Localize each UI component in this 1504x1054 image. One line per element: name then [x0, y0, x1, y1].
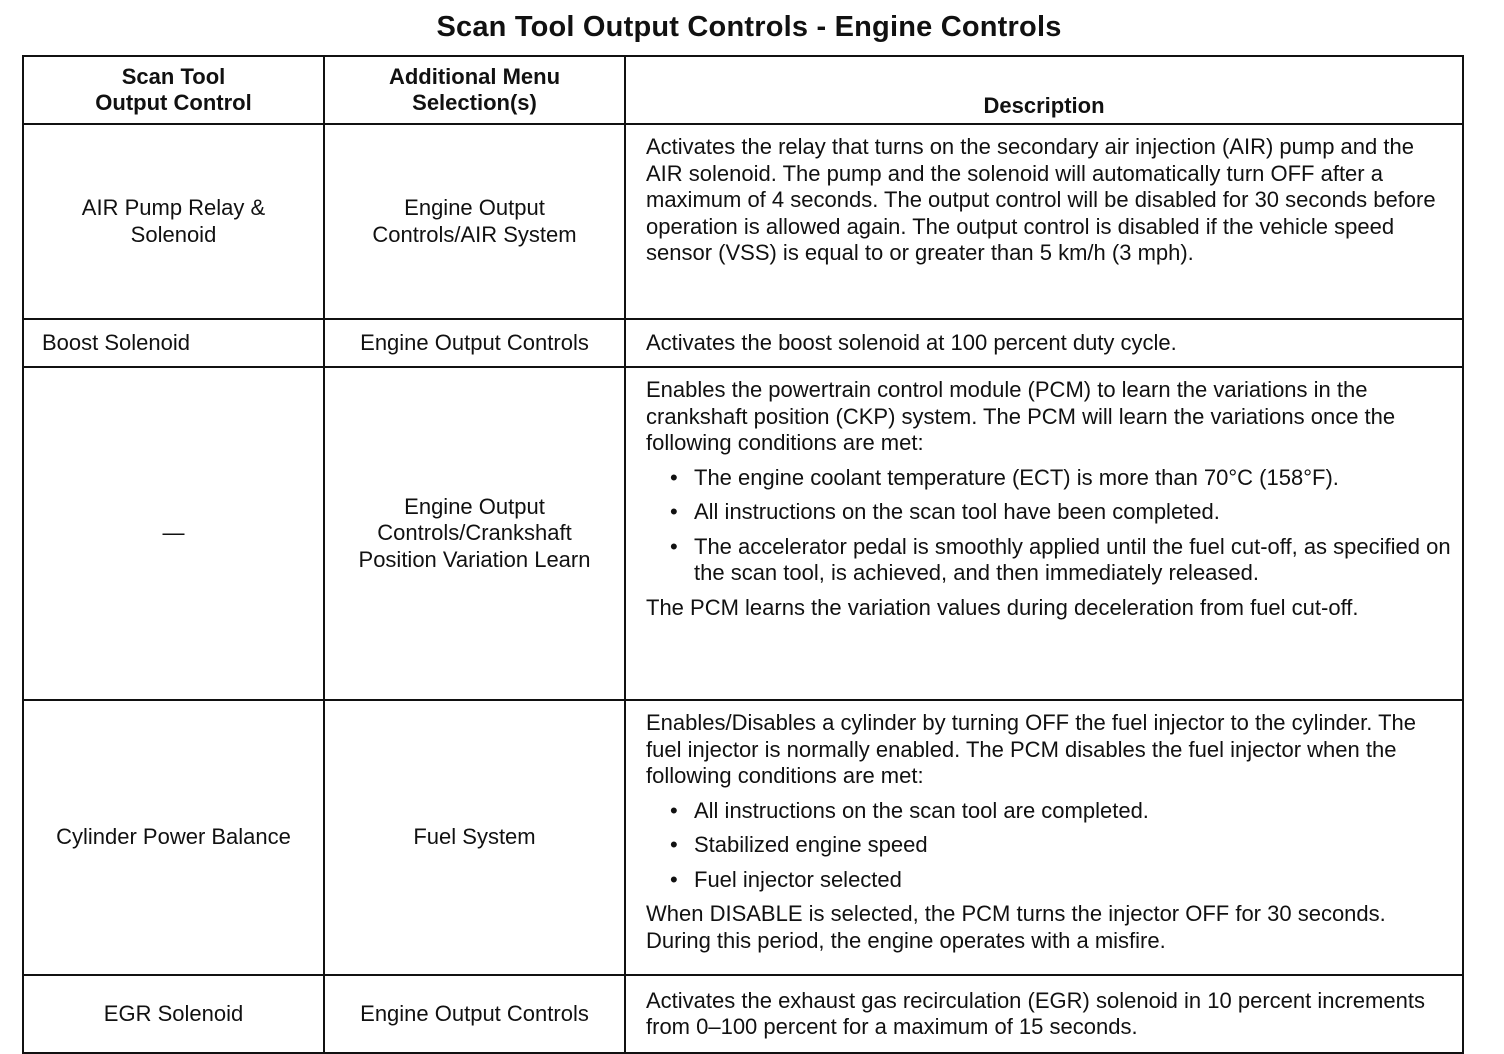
- conditions-list: [646, 798, 1452, 894]
- output-controls-table: [22, 55, 1464, 1054]
- table-row-air-pump: [23, 124, 1463, 319]
- menu-selection-cell: Engine Output Controls/AIR System: [324, 124, 625, 319]
- description-intro: Enables the powertrain control module (PCM) to learn the variations in the crankshaft position (CKP) system. The PCM will learn the variations once the following conditions are met:: [646, 377, 1396, 455]
- page-title: Scan Tool Output Controls - Engine Controls: [436, 11, 1062, 43]
- bullet-icon: •: [670, 533, 678, 559]
- bullet-icon: •: [670, 866, 678, 892]
- table-row-boost-solenoid: [23, 319, 1463, 367]
- description-cell: [625, 975, 1463, 1053]
- list-item: [670, 798, 1452, 825]
- list-item: [670, 832, 1452, 859]
- description-intro: Enables/Disables a cylinder by turning OFF the fuel injector to the cylinder. The fuel injector is normally enabled. The PCM disables the fuel injector when the following conditions are met:: [646, 710, 1416, 788]
- header-menu-selection: Additional Menu Selection(s): [324, 56, 625, 124]
- table-row-cylinder-power-balance: [23, 700, 1463, 975]
- bullet-icon: •: [670, 464, 678, 490]
- table-row-ckp-variation-learn: [23, 367, 1463, 700]
- list-item-text: The engine coolant temperature (ECT) is more than 70°C (158°F).: [694, 464, 1339, 490]
- list-item: [670, 534, 1452, 587]
- list-item-text: Stabilized engine speed: [694, 832, 928, 857]
- description-outro: When DISABLE is selected, the PCM turns the injector OFF for 30 seconds. During this period, the engine operates with a misfire.: [646, 901, 1386, 953]
- bullet-icon: •: [670, 797, 678, 823]
- menu-selection-cell: Engine Output Controls/Crankshaft Position Variation Learn: [324, 367, 625, 700]
- list-item-text: The accelerator pedal is smoothly applied until the fuel cut-off, as specified on the scan tool, is achieved, and then immediately released.: [694, 533, 1451, 585]
- list-item-text: All instructions on the scan tool have been completed.: [694, 499, 1220, 524]
- description-cell: [625, 319, 1463, 367]
- description-text: Activates the relay that turns on the secondary air injection (AIR) pump and the AIR solenoid. The pump and the solenoid will automatically turn OFF after a maximum of 4 seconds. The output control will be disabled for 30 seconds before operation is allowed again. The output control is disabled if the vehicle speed sensor (VSS) is equal to or greater than 5 km/h (3 mph).: [646, 134, 1436, 265]
- bullet-icon: •: [670, 832, 678, 857]
- output-control-cell: EGR Solenoid: [23, 975, 324, 1053]
- menu-selection-cell: Engine Output Controls: [324, 319, 625, 367]
- header-output-control: Scan Tool Output Control: [23, 56, 324, 124]
- menu-selection-cell: Fuel System: [324, 700, 625, 975]
- list-item-text: All instructions on the scan tool are completed.: [694, 797, 1149, 823]
- description-text: Activates the exhaust gas recirculation (EGR) solenoid in 10 percent increments from 0–100 percent for a maximum of 15 seconds.: [646, 987, 1425, 1039]
- output-control-cell: AIR Pump Relay & Solenoid: [23, 124, 324, 319]
- header-description: Description: [625, 56, 1463, 124]
- list-item: [670, 867, 1452, 894]
- list-item: [670, 499, 1452, 526]
- list-item: [670, 465, 1452, 492]
- description-outro: The PCM learns the variation values during deceleration from fuel cut-off.: [646, 594, 1359, 620]
- description-cell: [625, 367, 1463, 700]
- table-header-row: [23, 56, 1463, 124]
- output-control-cell: Boost Solenoid: [23, 319, 324, 367]
- description-cell: [625, 124, 1463, 319]
- description-cell: [625, 700, 1463, 975]
- output-control-cell: Cylinder Power Balance: [23, 700, 324, 975]
- description-text: Activates the boost solenoid at 100 percent duty cycle.: [646, 329, 1177, 355]
- list-item-text: Fuel injector selected: [694, 866, 902, 892]
- menu-selection-cell: Engine Output Controls: [324, 975, 625, 1053]
- conditions-list: [646, 465, 1452, 587]
- bullet-icon: •: [670, 499, 678, 524]
- output-control-cell: —: [23, 367, 324, 700]
- table-row-egr-solenoid: [23, 975, 1463, 1053]
